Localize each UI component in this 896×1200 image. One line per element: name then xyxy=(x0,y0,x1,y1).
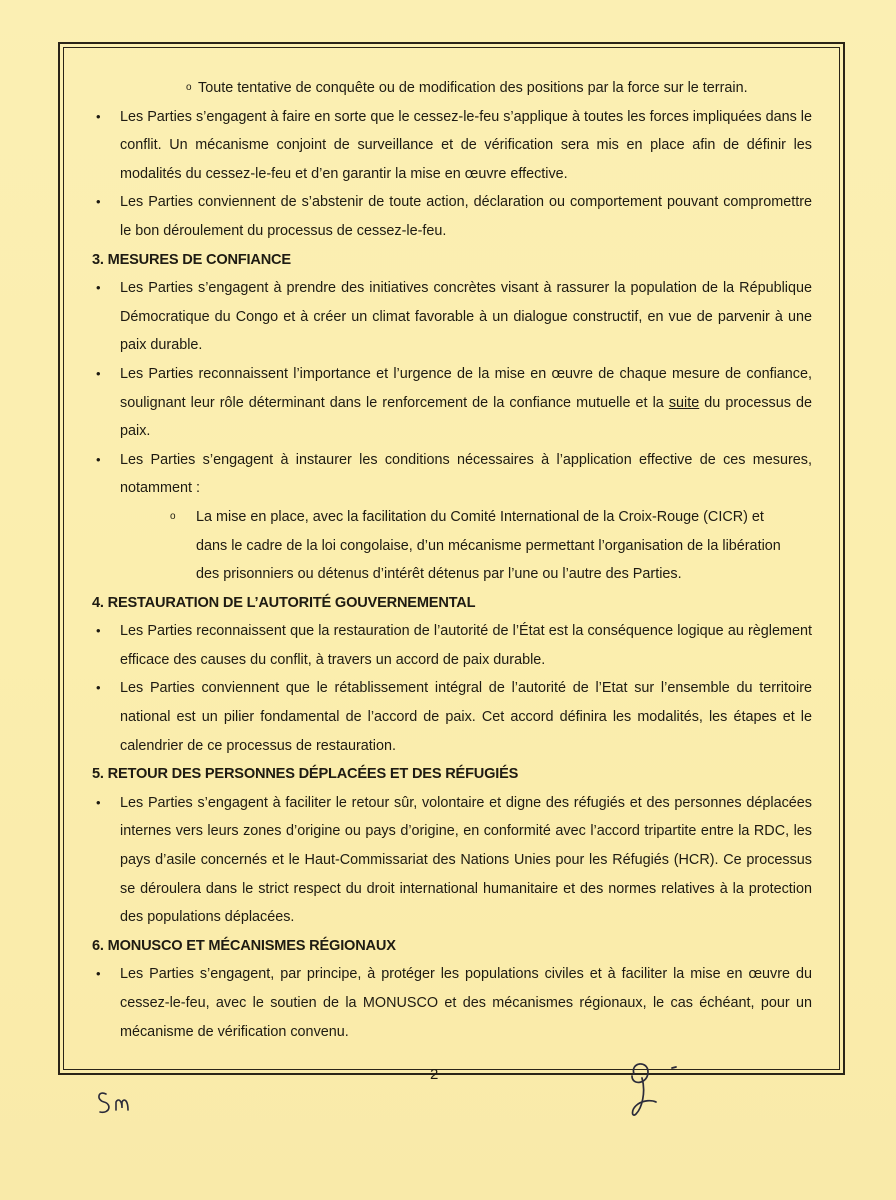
list-item-text: Les Parties conviennent de s’abstenir de toute action, déclaration ou comportement pouvant compromettre le bon déroulement du processus de cessez-le-feu. xyxy=(120,194,812,239)
circle-bullet-icon: o xyxy=(186,82,192,93)
list-item-text: Les Parties s’engagent à prendre des initiatives concrètes visant à rassurer la population de la République Démocratique du Congo et à créer un climat favorable à un dialogue constructif, en vue de parvenir à une paix durable. xyxy=(120,280,812,354)
section-heading-retour: 5. RETOUR DES PERSONNES DÉPLACÉES ET DES RÉFUGIÉS xyxy=(92,766,519,783)
bullet-icon: • xyxy=(96,365,101,381)
initials-signature-right-icon xyxy=(612,1052,692,1122)
list-item xyxy=(92,360,812,446)
list-item-text: Les Parties conviennent que le rétablissement intégral de l’autorité de l’Etat sur l’ensemble du territoire national est un pilier fondamental de l’accord de paix. Cet accord définira les modalités, les étapes et le calendrier de ce processus de restauration. xyxy=(120,680,812,754)
section-heading-monusco: 6. MONUSCO ET MÉCANISMES RÉGIONAUX xyxy=(92,937,396,954)
bullet-icon: • xyxy=(96,794,101,810)
list-item-text: Les Parties s’engagent à faire en sorte que le cessez-le-feu s’applique à toutes les forces impliquées dans le conflit. Un mécanisme conjoint de surveillance et de vérification sera mis en place afin de définir les modalités du cessez-le-feu et d’en garantir la mise en œuvre effective. xyxy=(120,108,812,182)
list-item xyxy=(92,103,812,189)
bullet-icon: • xyxy=(96,966,101,982)
circle-bullet-icon: o xyxy=(170,510,176,522)
list-item-text: Les Parties s’engagent, par principe, à protéger les populations civiles et à faciliter la mise en œuvre du cessez-le-feu, avec le soutien de la MONUSCO et des mécanismes régionaux, le cas échéant, pour un mécanisme de vérification convenu. xyxy=(120,966,812,1040)
sub-item-text: Toute tentative de conquête ou de modification des positions par la force sur le terrain. xyxy=(198,80,748,96)
list-item xyxy=(92,188,812,245)
sub-item-text: La mise en place, avec la facilitation du Comité International de la Croix-Rouge (CICR) et dans le cadre de la loi congolaise, d’un mécanisme permettant l’organisation de la libération des prisonniers ou détenus d’intérêt détenus par l’une ou l’autre des Parties. xyxy=(196,508,781,583)
list-item xyxy=(92,789,812,932)
page-number: 2 xyxy=(430,1066,439,1083)
sub-list-item xyxy=(92,74,802,103)
list-item-text: Les Parties s’engagent à faciliter le retour sûr, volontaire et digne des réfugiés et des personnes déplacées internes vers leurs zones d’origine ou pays d’origine, en conformité avec l’accord tripartite entre la RDC, les pays d’asile concernés et le Haut-Commissariat des Nations Unies pour les Réfugiés (HCR). Ce processus se déroulera dans le strict respect du droit international humanitaire et des normes relatives à la protection des populations déplacées. xyxy=(120,794,812,926)
list-item-text-end: du processus de paix. xyxy=(120,394,812,440)
bullet-icon: • xyxy=(96,623,101,639)
bullet-icon: • xyxy=(96,194,101,210)
list-item-text: Les Parties reconnaissent l’importance et l’urgence de la mise en œuvre de chaque mesure de confiance, soulignant leur rôle déterminant dans le renforcement de la confiance mutuelle et la xyxy=(120,365,812,411)
list-item xyxy=(92,446,812,503)
list-item xyxy=(92,674,812,760)
list-item xyxy=(92,274,812,360)
bullet-icon: • xyxy=(96,108,101,124)
sub-list-item xyxy=(92,503,812,589)
underlined-word: suite xyxy=(668,394,700,411)
initials-signature-left-icon xyxy=(92,1080,152,1120)
list-item-text: Les Parties s’engagent à instaurer les conditions nécessaires à l’application effective de ces mesures, notamment : xyxy=(120,451,812,497)
list-item-text: Les Parties reconnaissent que la restauration de l’autorité de l’État est la conséquence logique au règlement efficace des causes du conflit, à travers un accord de paix durable. xyxy=(120,623,812,668)
bullet-icon: • xyxy=(96,680,101,696)
section-heading-restauration: 4. RESTAURATION DE L’AUTORITÉ GOUVERNEMENTAL xyxy=(92,594,476,611)
document-body xyxy=(92,74,812,1046)
bullet-icon: • xyxy=(96,280,101,296)
section-heading-confiance: 3. MESURES DE CONFIANCE xyxy=(92,251,291,268)
list-item xyxy=(92,617,812,674)
bullet-icon: • xyxy=(96,451,101,467)
list-item xyxy=(92,960,812,1046)
